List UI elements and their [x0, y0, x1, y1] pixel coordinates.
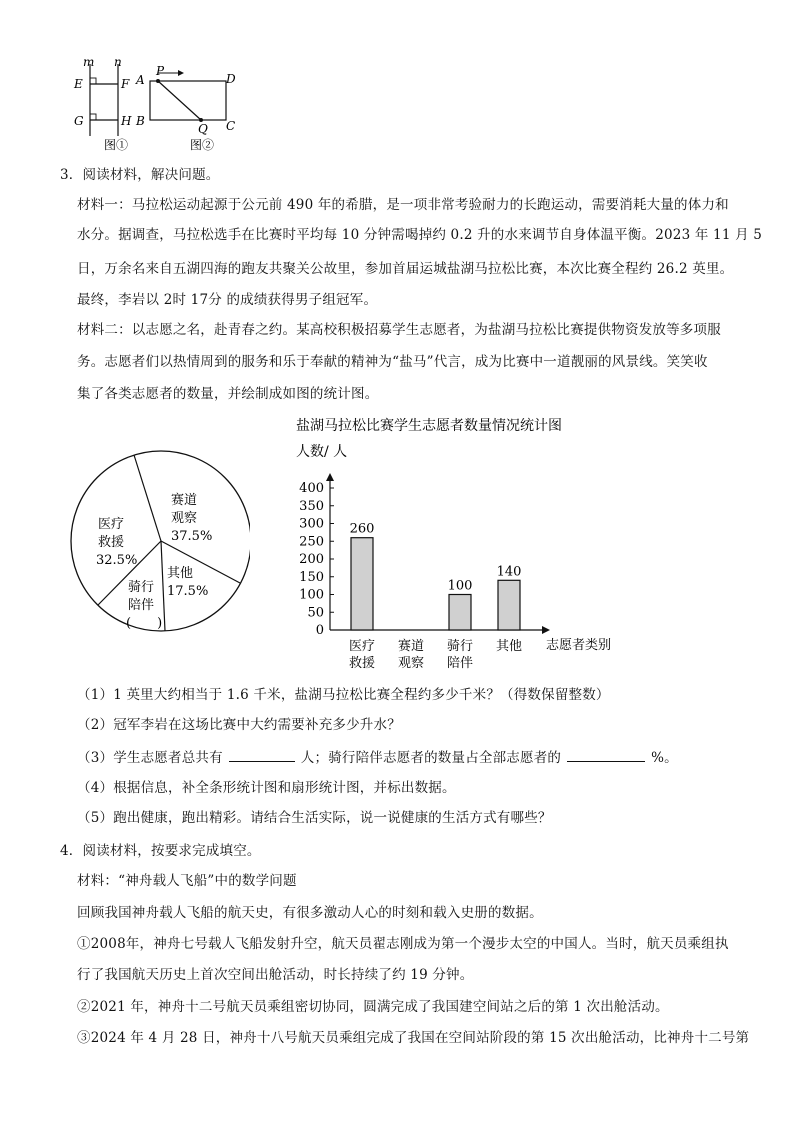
caption-fig1: 图①	[104, 138, 129, 152]
bar-chart	[280, 410, 660, 675]
label-p: P	[156, 64, 165, 78]
question-3-4: （4）根据信息，补全条形统计图和扇形统计图，并标出数据。	[77, 780, 456, 796]
material1-line-1: 材料一：马拉松运动起源于公元前 490 年的希腊，是一项非常考验耐力的长跑运动，需要消耗大量的体力和	[77, 197, 729, 213]
pie-label-other-pct: 17.5%	[167, 584, 209, 599]
q4-line-4: 行了我国航天历史上首次空间出舱活动，时长持续了约 19 分钟。	[77, 967, 474, 983]
y-tick-label: 0	[315, 623, 324, 638]
q4-line-2: 回顾我国神舟载人飞船的航天史，有很多激动人心的时刻和载入史册的数据。	[77, 905, 543, 921]
bar-data-label: 260	[349, 521, 375, 537]
material2-line-2: 务。志愿者们以热情周到的服务和乐于奉献的精神为“盐马”代言，成为比赛中一道靓丽的风景线。笑笑收	[77, 354, 708, 370]
pie-label-cycling-1: 骑行	[128, 580, 155, 595]
y-tick-label: 350	[299, 498, 324, 514]
answer-blank-percent[interactable]	[567, 747, 645, 762]
label-m: m	[83, 55, 95, 69]
x-tick-label: 医疗	[348, 639, 376, 654]
pie-label-medical-2: 救援	[98, 535, 125, 550]
question-4-header: 4．阅读材料，按要求完成填空。	[60, 843, 261, 859]
rectangle-abcd	[150, 81, 226, 120]
question-3-3-part-a: （3）学生志愿者总共有	[77, 750, 223, 766]
label-n: n	[114, 55, 122, 69]
y-tick-label: 100	[299, 587, 324, 603]
pie-label-track-1: 赛道	[171, 493, 198, 508]
x-tick-label: 骑行	[446, 639, 474, 654]
material1-line-4: 最终，李岩以 2时 17分 的成绩获得男子组冠军。	[77, 292, 378, 308]
y-tick-label: 150	[299, 569, 324, 585]
q4-line-5: ②2021 年，神舟十二号航天员乘组密切协同，圆满完成了我国建空间站之后的第 1 次出舱活动。	[77, 999, 669, 1015]
q4-line-3: ①2008年，神舟七号载人飞船发射升空，航天员翟志刚成为第一个漫步太空的中国人。当时，航天员乘组执	[77, 936, 729, 952]
y-axis-arrow	[326, 473, 334, 481]
q4-line-1: 材料：“神舟载人飞船”中的数学问题	[77, 873, 297, 889]
material2-line-3: 集了各类志愿者的数量，并绘制成如图的统计图。	[77, 386, 379, 402]
label-q: Q	[198, 122, 208, 136]
bar-data-label: 140	[496, 564, 522, 580]
y-tick-label: 400	[299, 481, 324, 496]
caption-fig2: 图②	[190, 138, 215, 152]
chart-title: 盐湖马拉松比赛学生志愿者数量情况统计图	[296, 418, 562, 434]
pie-label-medical-1: 医疗	[98, 517, 125, 532]
answer-blank-total[interactable]	[229, 747, 295, 762]
material2-line-1: 材料二：以志愿之名，赴青春之约。某高校积极招募学生志愿者，为盐湖马拉松比赛提供物资发放等多项服	[77, 322, 721, 338]
question-3-5: （5）跑出健康，跑出精彩。请结合生活实际，说一说健康的生活方式有哪些？	[77, 810, 552, 826]
question-3-3-part-c: %。	[651, 750, 678, 766]
pie-label-track-pct: 37.5%	[171, 529, 213, 544]
pie-label-cycling-pct: ( )	[126, 616, 163, 631]
question-3-3	[77, 747, 678, 768]
label-d: D	[226, 72, 236, 86]
pie-label-cycling-2: 陪伴	[128, 598, 155, 613]
label-e: E	[74, 77, 83, 91]
x-tick-label: 赛道	[397, 639, 425, 654]
material1-line-2: 水分。据调查，马拉松选手在比赛时平均每 10 分钟需喝掉约 0.2 升的水来调节自身体温平衡。2023 年 11 月 5	[77, 227, 763, 243]
label-g: G	[74, 114, 84, 128]
x-tick-label: 救援	[348, 656, 376, 671]
chart-ylabel: 人数/ 人	[296, 444, 348, 460]
bar	[351, 538, 373, 630]
bar	[498, 580, 520, 630]
bar	[449, 595, 471, 631]
label-c: C	[226, 119, 236, 133]
q4-line-6: ③2024 年 4 月 28 日，神舟十八号航天员乘组完成了我国在空间站阶段的第 15 次出舱活动，比神舟十二号第	[77, 1030, 750, 1046]
x-tick-label: 观察	[397, 656, 425, 671]
pie-label-other-1: 其他	[167, 566, 194, 581]
question-3-1: （1）1 英里大约相当于 1.6 千米，盐湖马拉松比赛全程约多少千米？（得数保留整数）	[77, 687, 610, 703]
geometry-figures	[68, 54, 248, 154]
y-tick-label: 200	[299, 552, 324, 567]
pie-chart	[70, 440, 250, 640]
pie-label-medical-pct: 32.5%	[96, 553, 138, 568]
bar-data-label: 100	[447, 578, 473, 594]
y-tick-label: 50	[307, 605, 324, 621]
question-3-3-part-b: 人；骑行陪伴志愿者的数量占全部志愿者的	[300, 750, 562, 766]
question-3-header: 3．阅读材料，解决问题。	[60, 167, 220, 183]
segment-pq	[158, 81, 201, 120]
chart-xlabel: 志愿者类别	[546, 638, 612, 653]
y-tick-label: 250	[299, 534, 324, 550]
question-3-2: （2）冠军李岩在这场比赛中大约需要补充多少升水？	[77, 717, 401, 733]
label-b: B	[136, 114, 145, 128]
x-axis-arrow	[542, 626, 550, 634]
label-a: A	[136, 73, 145, 87]
label-f: F	[121, 77, 130, 91]
material1-line-3: 日，万余名来自五湖四海的跑友共聚关公故里，参加首届运城盐湖马拉松比赛，本次比赛全程约 26.2 英里。	[77, 261, 734, 277]
x-tick-label: 陪伴	[446, 656, 474, 671]
label-h: H	[121, 114, 132, 128]
y-tick-label: 300	[299, 516, 324, 532]
pie-label-track-2: 观察	[171, 511, 198, 526]
x-tick-label: 其他	[495, 639, 523, 654]
